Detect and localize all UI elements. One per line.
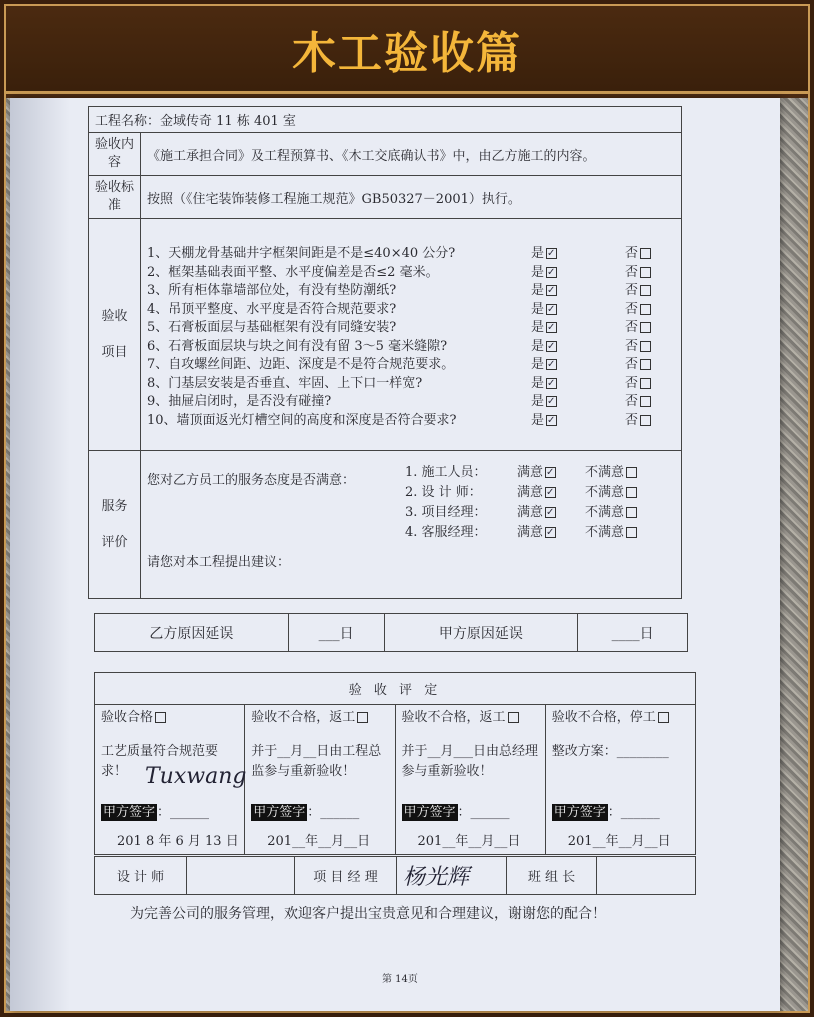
header [6, 6, 808, 94]
no-checkbox[interactable] [640, 415, 651, 426]
evaluation-option[interactable] [101, 708, 238, 728]
evaluation-option[interactable] [552, 708, 689, 728]
page-number: 第 14页 [382, 974, 418, 985]
service-rating-row [405, 483, 637, 503]
client-signature: Tuxwang [145, 764, 247, 789]
no-label: 否 [624, 394, 638, 409]
no-checkbox[interactable] [640, 248, 651, 259]
paper [10, 98, 780, 1011]
footer-note: 为完善公司的服务管理，欢迎客户提出宝贵意见和合理建议，谢谢您的配合！ [130, 906, 606, 922]
checklist-item [147, 264, 651, 283]
items-label-1: 验收 [101, 308, 128, 324]
client-sign-label: 甲方签字 [553, 805, 606, 820]
evaluation-checkbox[interactable] [508, 712, 519, 723]
leader-label: 班 组 长 [507, 857, 597, 895]
yes-label: 是 [531, 320, 545, 335]
satisfied-checkbox-checked[interactable]: ✓ [546, 507, 555, 518]
standard-label: 验收标准 [89, 176, 141, 219]
evaluation-body: 整改方案：________ [551, 744, 669, 759]
no-checkbox[interactable] [640, 322, 651, 333]
no-label: 否 [624, 412, 638, 428]
evaluation-date[interactable]: 201__年__月__日 [267, 834, 371, 849]
evaluation-column: 验收合格 工艺质量符合规范要求！ 甲方签字 ：______ 201 8 年 6 月 13 日 Tuxwang [95, 705, 245, 855]
evaluation-date[interactable]: 201__年__月__日 [417, 834, 521, 849]
evaluation-title: 验 收 评 定 [95, 673, 696, 705]
yes-label: 是 [531, 375, 545, 391]
no-checkbox[interactable] [640, 285, 651, 296]
checklist-text: 3、所有柜体靠墙部位处，有没有垫防潮纸? [147, 283, 397, 298]
service-cell [141, 451, 682, 599]
unsatisfied-checkbox[interactable] [626, 467, 637, 478]
yes-option[interactable] [531, 282, 557, 301]
items-label-2: 项目 [101, 344, 128, 360]
yes-checkbox-checked[interactable]: ✓ [547, 340, 556, 352]
checklist-text: 6、石膏板面层块与块之间有没有留 3～5 毫米缝隙? [147, 338, 448, 354]
service-rating-row [405, 503, 637, 523]
evaluation-date[interactable]: 201__年__月__日 [567, 834, 671, 849]
evaluation-option[interactable] [251, 708, 388, 728]
satisfied-label: 满意 [517, 465, 544, 480]
no-checkbox[interactable] [640, 341, 651, 352]
satisfied-checkbox-checked[interactable]: ✓ [546, 487, 555, 498]
yes-option[interactable] [531, 393, 557, 412]
checklist-item [147, 338, 651, 357]
no-checkbox[interactable] [640, 378, 651, 389]
yes-option[interactable] [531, 245, 557, 264]
project-row [89, 107, 682, 133]
client-sign-label: 甲方签字 [403, 805, 456, 820]
unsatisfied-checkbox[interactable] [626, 527, 637, 538]
project-name: 金域传奇 11 栋 401 室 [160, 114, 296, 129]
no-label: 否 [624, 338, 638, 354]
yes-label: 是 [531, 301, 545, 317]
yes-checkbox-checked[interactable]: ✓ [547, 303, 556, 315]
no-option[interactable] [625, 245, 651, 264]
evaluation-body: 并于__月__日由工程总监参与重新验收！ [251, 744, 382, 779]
service-rating-row [405, 523, 637, 543]
checklist-text: 1、天棚龙骨基础井字框架间距是不是≤40×40 公分? [147, 246, 456, 261]
yes-checkbox-checked[interactable]: ✓ [547, 359, 556, 370]
yes-label: 是 [531, 394, 545, 409]
yes-checkbox-checked[interactable]: ✓ [547, 266, 556, 278]
role-label: 4. 客服经理： [405, 525, 487, 540]
no-checkbox[interactable] [640, 267, 651, 278]
checklist-text: 9、抽屉启闭时，是否没有碰撞? [147, 394, 332, 409]
unsatisfied-label: 不满意 [585, 485, 625, 500]
project-label: 工程名称： [95, 114, 161, 129]
items-label [89, 219, 141, 451]
checklist-item [147, 356, 651, 375]
yes-option[interactable] [531, 319, 557, 338]
yes-checkbox-checked[interactable]: ✓ [547, 248, 556, 259]
evaluation-date[interactable]: 201 8 年 6 月 13 日 [117, 834, 239, 849]
no-option[interactable] [625, 412, 651, 431]
yes-label: 是 [531, 412, 545, 428]
yi-delay-value[interactable]: ___日 [288, 614, 384, 652]
designer-field[interactable] [187, 857, 295, 895]
client-sign-label: 甲方签字 [103, 805, 156, 820]
unsatisfied-label: 不满意 [585, 465, 625, 480]
no-label: 否 [624, 375, 638, 391]
no-option[interactable] [625, 393, 651, 412]
yes-label: 是 [531, 264, 545, 280]
unsatisfied-label: 不满意 [585, 525, 625, 540]
evaluation-body: 并于__月___日由总经理参与重新验收！ [401, 744, 539, 779]
delay-table [94, 613, 688, 652]
service-label-2: 评价 [101, 534, 128, 550]
yes-option[interactable] [531, 412, 557, 431]
service-question: 您对乙方员工的服务态度是否满意： [147, 473, 356, 488]
evaluation-checkbox[interactable] [155, 712, 166, 723]
role-label: 3. 项目经理： [405, 505, 487, 520]
checklist-item [147, 301, 651, 320]
checklist-item [147, 282, 651, 301]
evaluation-checkbox[interactable] [357, 712, 368, 723]
content-text: 《施工承担合同》及工程预算书、《木工交底确认书》中，由乙方施工的内容。 [141, 133, 682, 176]
no-label: 否 [624, 320, 638, 335]
no-option[interactable] [625, 264, 651, 283]
document-photo [6, 98, 808, 1011]
satisfied-label: 满意 [517, 485, 544, 500]
satisfied-label: 满意 [517, 505, 544, 520]
unsatisfied-checkbox[interactable] [626, 507, 637, 518]
no-label: 否 [624, 301, 638, 317]
no-option[interactable] [625, 375, 651, 394]
satisfied-checkbox-checked[interactable]: ✓ [546, 467, 555, 478]
no-label: 否 [624, 264, 638, 280]
yes-option[interactable] [531, 264, 557, 283]
satisfied-checkbox-checked[interactable]: ✓ [546, 527, 555, 538]
yes-checkbox-checked[interactable]: ✓ [547, 396, 556, 407]
leader-field[interactable] [597, 857, 696, 895]
evaluation-checkbox[interactable] [658, 712, 669, 723]
no-checkbox[interactable] [640, 359, 651, 370]
evaluation-head: 验收合格 [101, 710, 154, 725]
yes-option[interactable] [531, 375, 557, 394]
satisfied-label: 满意 [517, 525, 544, 540]
yes-option[interactable] [531, 338, 557, 357]
role-label: 2. 设 计 师： [405, 485, 482, 500]
content-label: 验收内容 [89, 133, 141, 176]
evaluation-column: 验收不合格，返工 并于__月___日由总经理参与重新验收！ 甲方签字 ：______ 201__年__月__日 [395, 705, 545, 855]
evaluation-body: 工艺质量符合规范要求！ [101, 744, 219, 779]
service-label [89, 451, 141, 599]
evaluation-column: 验收不合格，返工 并于__月__日由工程总监参与重新验收！ 甲方签字 ：______ 201__年__月__日 [245, 705, 395, 855]
pm-label: 项 目 经 理 [295, 857, 397, 895]
no-label: 否 [624, 283, 638, 298]
yes-label: 是 [531, 338, 545, 354]
suggestion-prompt: 请您对本工程提出建议： [147, 555, 291, 570]
evaluation-head: 验收不合格，返工 [251, 710, 356, 725]
no-checkbox[interactable] [640, 396, 651, 407]
yes-checkbox-checked[interactable]: ✓ [547, 377, 556, 389]
no-label: 否 [624, 357, 638, 372]
yes-label: 是 [531, 283, 545, 298]
evaluation-column: 验收不合格，停工 整改方案：________ 甲方签字 ：______ 201__年__月__日 [545, 705, 695, 855]
yes-label: 是 [531, 246, 545, 261]
no-option[interactable] [625, 319, 651, 338]
yes-label: 是 [531, 357, 545, 372]
checklist-text: 2、框架基础表面平整、水平度偏差是否≤2 毫米。 [147, 264, 439, 280]
role-label: 1. 施工人员： [405, 465, 487, 480]
yes-checkbox-checked[interactable]: ✓ [547, 285, 556, 296]
signoff-table [94, 856, 696, 895]
evaluation-option[interactable] [402, 708, 539, 728]
jia-delay-value[interactable]: ____日 [578, 614, 688, 652]
acceptance-table [88, 106, 682, 599]
no-option[interactable] [625, 356, 651, 375]
no-label: 否 [624, 246, 638, 261]
no-option[interactable] [625, 338, 651, 357]
yes-checkbox-checked[interactable]: ✓ [547, 414, 556, 426]
service-ratings [405, 463, 637, 543]
unsatisfied-checkbox[interactable] [626, 487, 637, 498]
evaluation-table [94, 672, 696, 855]
service-label-1: 服务 [101, 498, 128, 514]
evaluation-head: 验收不合格，返工 [401, 710, 506, 725]
yes-option[interactable] [531, 356, 557, 375]
no-option[interactable] [625, 301, 651, 320]
frame [4, 4, 810, 1013]
unsatisfied-label: 不满意 [585, 505, 625, 520]
pm-field[interactable] [397, 857, 507, 895]
jia-delay-label: 甲方原因延误 [384, 614, 578, 652]
checklist-item [147, 393, 651, 412]
checklist-item [147, 245, 651, 264]
service-rating-row [405, 463, 637, 483]
yes-option[interactable] [531, 301, 557, 320]
yes-checkbox-checked[interactable]: ✓ [547, 322, 556, 333]
checklist-text: 4、吊顶平整度、水平度是否符合规范要求? [147, 301, 397, 317]
evaluation-head: 验收不合格，停工 [551, 710, 656, 725]
checklist-item [147, 412, 651, 431]
checklist-text: 7、自攻螺丝间距、边距、深度是不是符合规范要求。 [147, 357, 455, 372]
no-checkbox[interactable] [640, 304, 651, 315]
page-title: 木工验收篇 [292, 27, 522, 79]
no-option[interactable] [625, 282, 651, 301]
standard-text: 按照（《住宅装饰装修工程施工规范》GB50327－2001）执行。 [141, 176, 682, 219]
pm-signature: 杨光辉 [403, 865, 470, 890]
paper-fold [10, 98, 70, 1011]
client-sign-label: 甲方签字 [253, 805, 306, 820]
items-list [141, 219, 682, 451]
checklist-text: 8、门基层安装是否垂直、牢固、上下口一样宽? [147, 375, 423, 391]
designer-label: 设 计 师 [95, 857, 187, 895]
checklist-text: 5、石膏板面层与基础框架有没有同缝安装? [147, 320, 397, 335]
checklist-text: 10、墙顶面返光灯槽空间的高度和深度是否符合要求? [147, 412, 457, 428]
yi-delay-label: 乙方原因延误 [95, 614, 289, 652]
checklist-item [147, 319, 651, 338]
checklist-item [147, 375, 651, 394]
